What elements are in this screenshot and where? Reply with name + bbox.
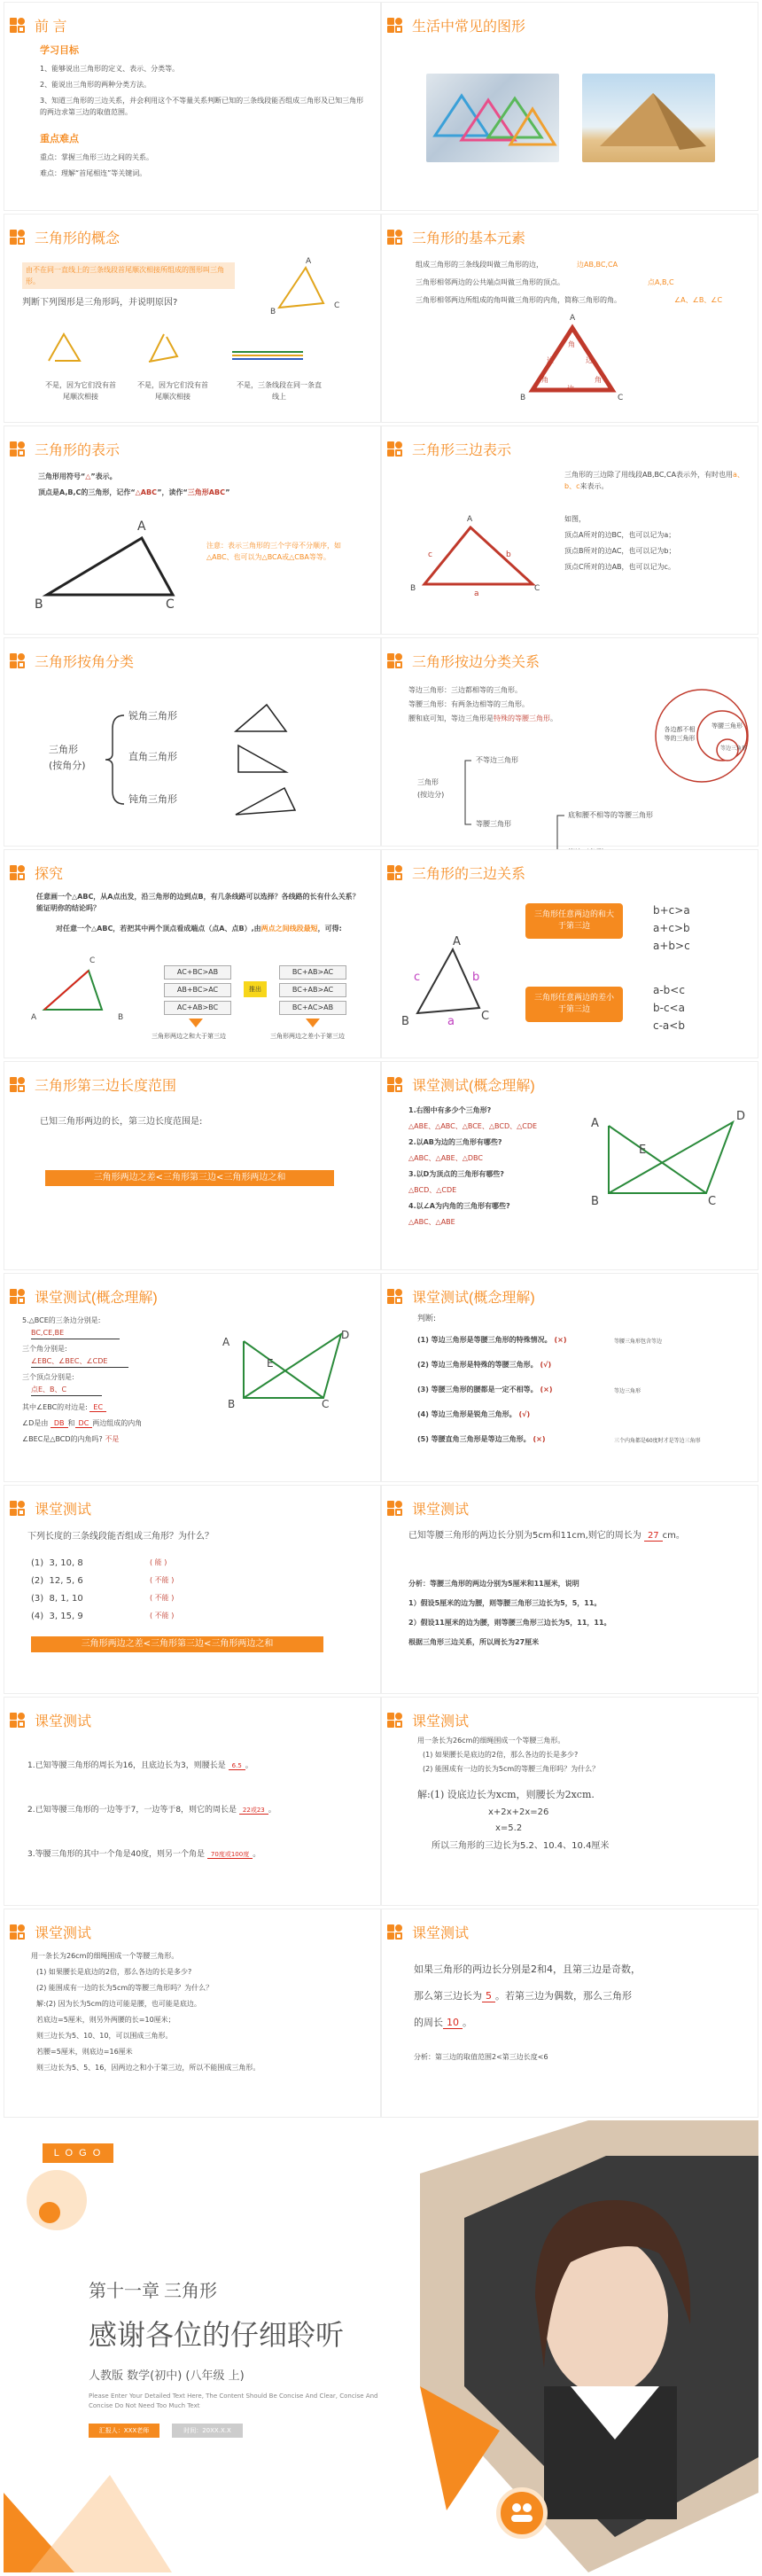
down-arrow-right	[306, 1019, 320, 1027]
solution-1: 解:(1) 设底边长为xcm，则腰长为2xcm.	[417, 1789, 595, 1800]
item-4-no: (4)	[31, 1612, 44, 1621]
slide-quiz-4: 课堂测试 下列长度的三条线段能否组成三角形？为什么？ (1) 3, 10, 8 ( 能 ) (2) 12, 5, 6 ( 不能 ) (3) 8, 1, 10 ( 不能 ) (4) 3, 15, 9 ( 不能 ) 三角形两边之差<三角形第三边<三角形两边之和	[4, 1485, 381, 1694]
quiz-a3: △BCD、△CDE	[408, 1186, 457, 1194]
quiz-a1: △ABE、△ABC、△BCE、△BCD、△CDE	[408, 1122, 538, 1130]
slide-title: 三角形三边表示	[412, 443, 512, 458]
rope-sub-1: (1) 如果腰长是底边的2倍，那么各边的长是多少?	[423, 1751, 579, 1759]
equilateral-def: 等边三角形：三边都相等的三角形。	[408, 686, 522, 694]
slide-title: 课堂测试(概念理解)	[412, 1291, 535, 1306]
vertices-question: 三个顶点分别是:	[22, 1373, 74, 1381]
quiz-figure	[600, 1115, 742, 1204]
set-isosceles: 等腰三角形	[711, 722, 743, 730]
ineq-r-2: BC+AB>AC	[279, 983, 346, 997]
hangers-illustration	[426, 74, 559, 162]
item-2-val: 12, 5, 6	[49, 1576, 83, 1586]
vertex-c: C	[322, 1398, 330, 1410]
edge-label-right: 边	[586, 356, 593, 364]
angle-label-left: 角	[541, 376, 548, 384]
judge-q4: (4) 等边三角形是锐角三角形。	[417, 1410, 517, 1418]
quiz-q1: 1.右图中有多少个三角形?	[408, 1106, 492, 1114]
slide-side-relations	[381, 849, 758, 1058]
range-bar: 三角形两边之差<三角形第三边<三角形两边之和	[45, 1170, 334, 1186]
sides-abc: a、b、c	[564, 471, 744, 490]
q2-text: 2.已知等腰三角形的一边等于7，一边等于8，则它的周长是	[27, 1806, 237, 1815]
slide-explore	[4, 849, 381, 1058]
angle-label-right: 角	[595, 376, 602, 384]
triangle-symbol: △	[85, 472, 91, 480]
relation-a: 腰和底可知，等边三角形是	[408, 714, 494, 722]
chapter-title: 第十一章 三角形	[89, 2282, 217, 2301]
solution-4: 所以三角形的三边长为5.2、10.4、10.4厘米	[432, 1841, 610, 1851]
slide-title: 课堂测试	[35, 1926, 92, 1941]
slide-angle-classification	[4, 637, 381, 847]
reading-abc: 三角形ABC	[187, 488, 226, 496]
item-2-ans: 不能	[154, 1576, 169, 1584]
slide-title: 课堂测试	[412, 1926, 470, 1941]
slide-basic-elements	[381, 214, 758, 423]
shortest-segment: 两点之间线段最短	[260, 925, 318, 933]
side-b-desc: 顶点B所对的边AC，也可以记为b；	[564, 547, 676, 555]
quiz-a2: △ABC、△ABE、△DBC	[408, 1154, 483, 1162]
judge-a1: (×)	[554, 1336, 567, 1344]
vertex-c: C	[481, 1010, 490, 1023]
perimeter-q: 的周长	[414, 2017, 443, 2028]
judge-a2: (√)	[540, 1361, 552, 1369]
black-triangle-figure	[40, 531, 182, 602]
rep-line-1a: 三角形用符号“	[38, 472, 86, 480]
set-equilateral: 等边三角形	[720, 745, 748, 752]
relation-b: 特殊的等腰三角形	[494, 714, 550, 722]
section-icon	[387, 865, 403, 881]
slide-side-notation	[381, 425, 758, 635]
item-1-ans: 能	[154, 1558, 162, 1566]
rope-sub-2: (2) 能围成有一边的长为5cm的等腰三角形吗？为什么？	[423, 1765, 600, 1773]
scalene-label: 不等边三角形	[476, 756, 518, 764]
slide-title: 课堂测试	[35, 1714, 92, 1729]
vertex-a: A	[453, 935, 461, 948]
acute-triangle-label: 锐角三角形	[128, 710, 177, 722]
perimeter-q: 已知等腰三角形的两边长分别为5cm和11cm,则它的周长为	[408, 1531, 641, 1541]
side-root: 三角形	[417, 778, 439, 786]
slide-title: 课堂测试	[412, 1503, 470, 1518]
judge-q1: (1) 等边三角形是等腰三角形的特殊情况。	[417, 1336, 552, 1344]
side-triangle-figure	[417, 520, 541, 591]
vertex-a: A	[306, 257, 312, 266]
vertex-e: E	[639, 1144, 647, 1157]
vertex-b: B	[520, 394, 526, 402]
slide-title: 课堂测试	[412, 1714, 470, 1729]
notation-abc: △ABC	[135, 488, 158, 496]
quiz-figure	[235, 1327, 350, 1407]
item-3-no: (3)	[31, 1594, 44, 1604]
slide-quiz-3	[381, 1273, 758, 1482]
analysis-3: 2）假设11厘米的边为腰，则等腰三角形三边长为5，11，11。	[408, 1619, 611, 1627]
caption-1: 不是，因为它们没有首尾顺次相接	[45, 381, 116, 401]
slide-side-classification	[381, 637, 758, 847]
down-arrow-left	[189, 1019, 203, 1027]
element-line-2: 三角形相邻两边的公共端点叫做三角形的顶点。	[416, 278, 564, 286]
analysis: 分析：第三边的取值范围2<第三边长度<6	[414, 2053, 548, 2061]
judge-a5: (×)	[533, 1435, 546, 1443]
sides-para-c: 来表示。	[579, 482, 609, 490]
quiz-q4: 4.以∠A为内角的三角形有哪些?	[408, 1202, 510, 1210]
quiz-question: 下列长度的三条线段能否组成三角形？为什么？	[27, 1532, 214, 1542]
section-icon	[387, 1501, 403, 1517]
side-basis: (按边分)	[417, 791, 445, 799]
quiz-q3: 3.以D为顶点的三角形有哪些?	[408, 1170, 504, 1178]
section-icon	[10, 865, 26, 881]
classify-basis: (按角分)	[49, 760, 86, 771]
caption-3: 不是，三条线段在同一条直线上	[237, 381, 322, 401]
diff-ineq-2: b-c<a	[653, 1002, 685, 1014]
section-icon	[10, 230, 26, 246]
angle-d-c: 两边组成的内角	[92, 1419, 143, 1427]
date-badge: 时间：20XX.X.X	[172, 2424, 243, 2438]
slide-quiz-1	[381, 1061, 758, 1270]
collinear-lines	[228, 347, 307, 365]
rep-line-2c: ”，读作“	[157, 488, 188, 496]
non-equilateral-isosceles: 底和腰不相等的等腰三角形	[568, 811, 653, 819]
q1-end: 。	[245, 1761, 253, 1770]
rope-problem: 用一条长为26cm的细绳围成一个等腰三角形。	[417, 1737, 565, 1745]
section-icon	[387, 653, 403, 669]
vertex-b: B	[270, 308, 276, 316]
slide-title: 三角形按边分类关系	[412, 655, 540, 670]
sum-ineq-3: a+b>c	[653, 940, 690, 952]
slide-title: 课堂测试	[35, 1503, 92, 1518]
vertex-c: C	[534, 584, 540, 593]
slide-title: 探究	[35, 867, 64, 882]
rep-line-1c: ”表示。	[90, 472, 117, 480]
section-icon	[387, 1924, 403, 1940]
analysis-1: 分析：等腰三角形的两边分别为5厘米和11厘米，说明	[408, 1580, 579, 1588]
section-icon	[10, 1713, 26, 1729]
team-icon	[496, 2487, 548, 2539]
vertex-a: A	[467, 515, 473, 524]
section-icon	[10, 1924, 26, 1940]
vertex-b: B	[401, 1015, 409, 1028]
as-figure: 如图，	[564, 515, 586, 523]
diff-ineq-3: c-a<b	[653, 1019, 685, 1032]
slide-title: 三角形的概念	[35, 231, 121, 246]
q2-answer: 22或23	[239, 1807, 268, 1815]
slide-life-shapes	[381, 2, 758, 211]
judge-a3: (×)	[540, 1386, 553, 1393]
rep-line-2e: ”	[225, 488, 230, 496]
vertex-d: D	[736, 1110, 746, 1123]
slide-title: 三角形的三边关系	[412, 867, 526, 882]
relation-c: 。	[550, 714, 557, 722]
vertex-c: C	[618, 394, 624, 402]
pyramid-illustration	[582, 74, 715, 162]
definition-text: 由不在同一直线上的三条线段首尾顺次相接所组成的图形叫三角形。	[26, 266, 224, 285]
q3-text: 3.等腰三角形的其中一个角是40度，则另一个角是	[27, 1850, 206, 1859]
angle-d-and: 和	[67, 1419, 75, 1427]
inner-angle-q: ∠BEC是△BCD的内角吗?	[22, 1435, 103, 1443]
right-triangle-shape	[231, 741, 293, 777]
logo-badge: L O G O	[43, 2143, 113, 2163]
section-icon	[10, 441, 26, 457]
slide-title: 课堂测试(概念理解)	[412, 1079, 535, 1094]
ineq-l-2: AB+BC>AC	[164, 983, 231, 997]
line-5: 若底边=5厘米，则另外两腰的长=10厘米；	[36, 2016, 175, 2024]
angle-d-side-2: DC	[75, 1419, 93, 1428]
angles-question: 三个角分别是:	[22, 1345, 67, 1353]
section-icon	[387, 18, 403, 34]
slide-preface	[4, 2, 381, 211]
vertex-c: C	[334, 301, 340, 310]
open-shape-1	[44, 330, 89, 365]
vertex-a: A	[570, 314, 576, 323]
quiz-a4: △ABC、△ABE	[408, 1218, 455, 1226]
conclusion-sum: 三角形两边之和大于第三边	[152, 1033, 226, 1040]
item-2-no: (2)	[31, 1576, 44, 1586]
line-8: 则三边长为5、5、16，因两边之和小于第三边，所以不能围成三角形。	[36, 2064, 260, 2072]
section-icon	[387, 230, 403, 246]
isosceles-def: 等腰三角形：有两条边相等的三角形。	[408, 700, 529, 708]
edge-label-bottom: 边	[567, 385, 574, 393]
judge-n1: 等腰三角形包含等边	[614, 1339, 663, 1345]
vertex-d: D	[341, 1329, 350, 1341]
vertex-a: A	[137, 519, 146, 534]
side-a: a	[447, 1015, 455, 1028]
goal-1: 1、能够说出三角形的定义、表示、分类等。	[40, 65, 180, 73]
triangle-abc-figure	[270, 259, 332, 312]
obtuse-triangle-label: 钝角三角形	[128, 793, 177, 805]
sides-question: 5.△BCE的三条边分别是:	[22, 1316, 101, 1324]
slide-title: 三角形第三边长度范围	[35, 1079, 177, 1094]
slide-triangle-concept	[4, 214, 381, 423]
perimeter-answer: 10	[443, 2017, 463, 2029]
goal-heading: 学习目标	[40, 44, 79, 56]
question-text: 判断下列图形是三角形吗，并说明原因?	[22, 298, 178, 308]
side-a: a	[474, 589, 479, 598]
even-question: 。若第三边为偶数，那么三角形	[495, 1990, 632, 2002]
presenter-badge: 汇报人：XXX老师	[89, 2424, 159, 2438]
solution-2: x+2x+2x=26	[488, 1807, 549, 1817]
slide-ending	[4, 2120, 758, 2572]
slide-quiz-8	[4, 1909, 381, 2118]
pyramid-photo	[582, 74, 715, 162]
angle-label-top: 角	[568, 340, 575, 348]
third-side-answer: 5	[482, 1990, 495, 2002]
explore-q2a: 对任意一个△ABC，若把其中两个顶点看成端点（点A、点B）,由	[56, 925, 261, 933]
slide-quiz-5	[381, 1485, 758, 1694]
right-triangle-label: 直角三角形	[128, 751, 177, 762]
sides-answer: BC,CE,BE	[31, 1327, 120, 1339]
slide-title: 三角形的表示	[35, 443, 121, 458]
item-4-ans: 不能	[154, 1612, 169, 1620]
angle-d-side-1: DB	[51, 1419, 68, 1428]
explore-question: 任意画一个△ABC，从A点出发，沿三角形的边到点B，有几条线路可以选择？各线路的长有什么关系？能证明你的结论吗？	[36, 893, 360, 912]
rule-bar: 三角形两边之差<三角形第三边<三角形两边之和	[31, 1636, 323, 1652]
line-1: 用一条长为26cm的细绳围成一个等腰三角形。	[31, 1952, 179, 1960]
conclusion-diff: 三角形两边之差小于第三边	[270, 1033, 345, 1040]
slide-quiz-7	[381, 1697, 758, 1906]
opposite-answer: EC	[89, 1403, 106, 1412]
vertex-b: B	[591, 1195, 599, 1208]
element-angles: ∠A、∠B、∠C	[674, 296, 723, 304]
perimeter-answer: 27	[644, 1531, 663, 1542]
section-icon	[10, 653, 26, 669]
goal-2: 2、能说出三角形的两种分类方法。	[40, 81, 152, 89]
thanks-title: 感谢各位的仔细聆听	[89, 2318, 345, 2352]
item-1-val: 3, 10, 8	[49, 1558, 83, 1568]
sum-ineq-2: a+c>b	[653, 922, 690, 934]
rep-line-2a: 顶点是A,B,C的三角形，记作“	[38, 488, 136, 496]
section-icon	[387, 441, 403, 457]
explore-q2c: ，可得:	[317, 925, 342, 933]
section-icon	[10, 18, 26, 34]
q1-text: 1.已知等腰三角形的周长为16，且底边长为3，则腰长是	[27, 1761, 226, 1770]
derive-arrow: 推出	[244, 981, 267, 997]
vertices-answer: 点E、B、C	[31, 1384, 102, 1396]
slide-title: 生活中常见的图形	[412, 20, 526, 35]
element-vertices: 点A,B,C	[648, 278, 674, 286]
vertex-e: E	[267, 1357, 274, 1370]
slide-title: 三角形按角分类	[35, 655, 135, 670]
explore-triangle	[40, 964, 111, 1017]
q2-end: 。	[268, 1806, 276, 1815]
key-heading: 重点难点	[40, 133, 79, 144]
ineq-r-1: BC+AB>AC	[279, 965, 346, 980]
vertex-a: A	[31, 1013, 37, 1022]
odd-question: 如果三角形的两边长分别是2和4，且第三边是奇数，	[414, 1963, 641, 1975]
item-1-no: (1)	[31, 1558, 44, 1568]
sum-rule: 三角形任意两边的和大于第三边	[525, 903, 623, 939]
sides-para-a: 三角形的三边除了用线段AB,BC,CA表示外，有时也用	[564, 471, 734, 479]
judge-a4: (√)	[518, 1410, 531, 1418]
vertex-c: C	[708, 1195, 717, 1208]
key-1: 重点：掌握三角形三边之间的关系。	[40, 153, 153, 161]
judge-q3: (3) 等腰三角形的腰都是一定不相等。	[417, 1386, 538, 1393]
q3-end: 。	[253, 1850, 261, 1859]
ineq-l-3: AC+AB>BC	[164, 1001, 231, 1015]
line-4: 解:(2) 因为长为5cm的边可能是腰，也可能是底边。	[36, 2000, 201, 2008]
perimeter-unit: cm。	[662, 1531, 685, 1541]
slide-title: 三角形的基本元素	[412, 231, 526, 246]
q3-answer: 70度或100度	[207, 1851, 253, 1859]
slide-representation	[4, 425, 381, 635]
line-7: 若腰=5厘米，则底边=16厘米	[36, 2048, 133, 2056]
inner-angle-answer: 不是	[105, 1435, 120, 1443]
edition-text: 人教版 数学(初中) (八年级 上)	[89, 2369, 245, 2383]
section-icon	[387, 1077, 403, 1093]
opposite-q: 其中∠EBC的对边是:	[22, 1403, 88, 1411]
element-line-1: 组成三角形的三条线段叫做三角形的边，	[416, 261, 543, 269]
description-text: Please Enter Your Detailed Text Here, The Content Should Be Concise And Clear, Concise And Concise Do Not Need Too Much Text	[89, 2393, 378, 2409]
judge-n3: 等边三角形	[614, 1388, 641, 1394]
judge-q5: (5) 等腰直角三角形是等边三角形。	[417, 1435, 531, 1443]
side-c-desc: 顶点C所对的边AB，也可以记为c。	[564, 563, 675, 571]
caption-2: 不是，因为它们没有首尾顺次相接	[137, 381, 208, 401]
ineq-l-1: AC+BC>AB	[164, 965, 231, 980]
perimeter-end: 。	[463, 2017, 472, 2028]
key-2: 难点：理解“首尾相连”等关键词。	[40, 169, 147, 177]
section-icon	[387, 1289, 403, 1305]
third-side-q: 那么第三边长为	[414, 1990, 482, 2002]
diff-ineq-1: a-b<c	[653, 984, 685, 996]
judge-q2: (2) 等边三角形是特殊的等腰三角形。	[417, 1361, 538, 1369]
solution-3: x=5.2	[495, 1823, 523, 1833]
slide-third-side-range	[4, 1061, 381, 1270]
item-3-ans: 不能	[154, 1594, 169, 1602]
element-line-3: 三角形相邻两边所组成的角叫做三角形的内角，简称三角形的角。	[416, 296, 621, 304]
section-icon	[10, 1289, 26, 1305]
vertex-c: C	[166, 597, 175, 612]
section-icon	[10, 1501, 26, 1517]
slide-quiz-6	[4, 1697, 381, 1906]
notation-note: 注意：表示三角形的三个字母不分顺序，如△ABC、也可以为△BCA或△CBA等等。	[206, 542, 341, 561]
classify-root: 三角形	[49, 744, 78, 755]
side-b: b	[506, 550, 511, 559]
side-b: b	[472, 971, 480, 984]
acute-triangle-shape	[231, 700, 293, 736]
sum-ineq-1: b+c>a	[653, 904, 690, 917]
line-3: (2) 能围成有一边的长为5cm的等腰三角形吗？为什么？	[36, 1984, 214, 1992]
side-c: c	[428, 550, 432, 559]
quiz-q2: 2.以AB为边的三角形有哪些?	[408, 1138, 502, 1146]
vertex-c: C	[89, 956, 96, 965]
analysis-2: 1）假设5厘米的边为腰，则等腰三角形三边长为5，5，11。	[408, 1599, 602, 1607]
item-4-val: 3, 15, 9	[49, 1612, 83, 1621]
vertex-a: A	[591, 1117, 599, 1130]
side-a-desc: 顶点A所对的边BC，也可以记为a；	[564, 531, 676, 539]
slide-title: 课堂测试(概念理解)	[35, 1291, 158, 1306]
vertex-b: B	[118, 1013, 124, 1022]
slide-title: 前 言	[35, 20, 67, 35]
diff-rule: 三角形任意两边的差小于第三边	[525, 987, 623, 1022]
brace	[102, 711, 128, 808]
judge-n5: 三个内角都是60度时才是等边三角形	[614, 1438, 701, 1444]
set-scalene: 各边都不相等的三角形	[664, 726, 696, 742]
clothes-hangers-photo	[426, 74, 559, 162]
isosceles-label: 等腰三角形	[476, 820, 511, 828]
line-2: (1) 如果腰长是底边的2倍，那么各边的长是多少?	[36, 1968, 192, 1976]
analysis-4: 根据三角形三边关系，所以周长为27厘米	[408, 1638, 540, 1646]
vertex-b: B	[35, 597, 43, 612]
item-3-val: 8, 1, 10	[49, 1594, 83, 1604]
range-intro: 已知三角形两边的长，第三边长度范围是:	[40, 1117, 203, 1127]
q1-answer: 6.5	[229, 1762, 245, 1770]
angle-d-a: ∠D是由	[22, 1419, 49, 1427]
angles-answer: ∠EBC、∠BEC、∠CDE	[31, 1355, 128, 1368]
edge-label-left: 边	[547, 356, 554, 364]
vertex-b: B	[228, 1398, 236, 1410]
ineq-r-3: BC+AC>AB	[279, 1001, 346, 1015]
element-sides: 边AB,BC,CA	[577, 261, 618, 269]
line-6: 则三边长为5、10、10，可以围成三角形。	[36, 2032, 173, 2040]
judge-heading: 判断:	[417, 1315, 437, 1323]
open-shape-2	[142, 330, 186, 365]
obtuse-triangle-shape	[231, 784, 302, 819]
vertex-a: A	[222, 1336, 230, 1348]
section-icon	[10, 1077, 26, 1093]
vertex-b: B	[410, 584, 416, 593]
side-c: c	[414, 971, 421, 984]
slide-quiz-9	[381, 1909, 758, 2118]
slide-quiz-2	[4, 1273, 381, 1482]
section-icon	[387, 1713, 403, 1729]
goal-3: 3、知道三角形的三边关系，并会利用这个不等量关系判断已知的三条线段能否组成三角形及已知三角形的两边求第三边的取值范围。	[40, 97, 364, 116]
